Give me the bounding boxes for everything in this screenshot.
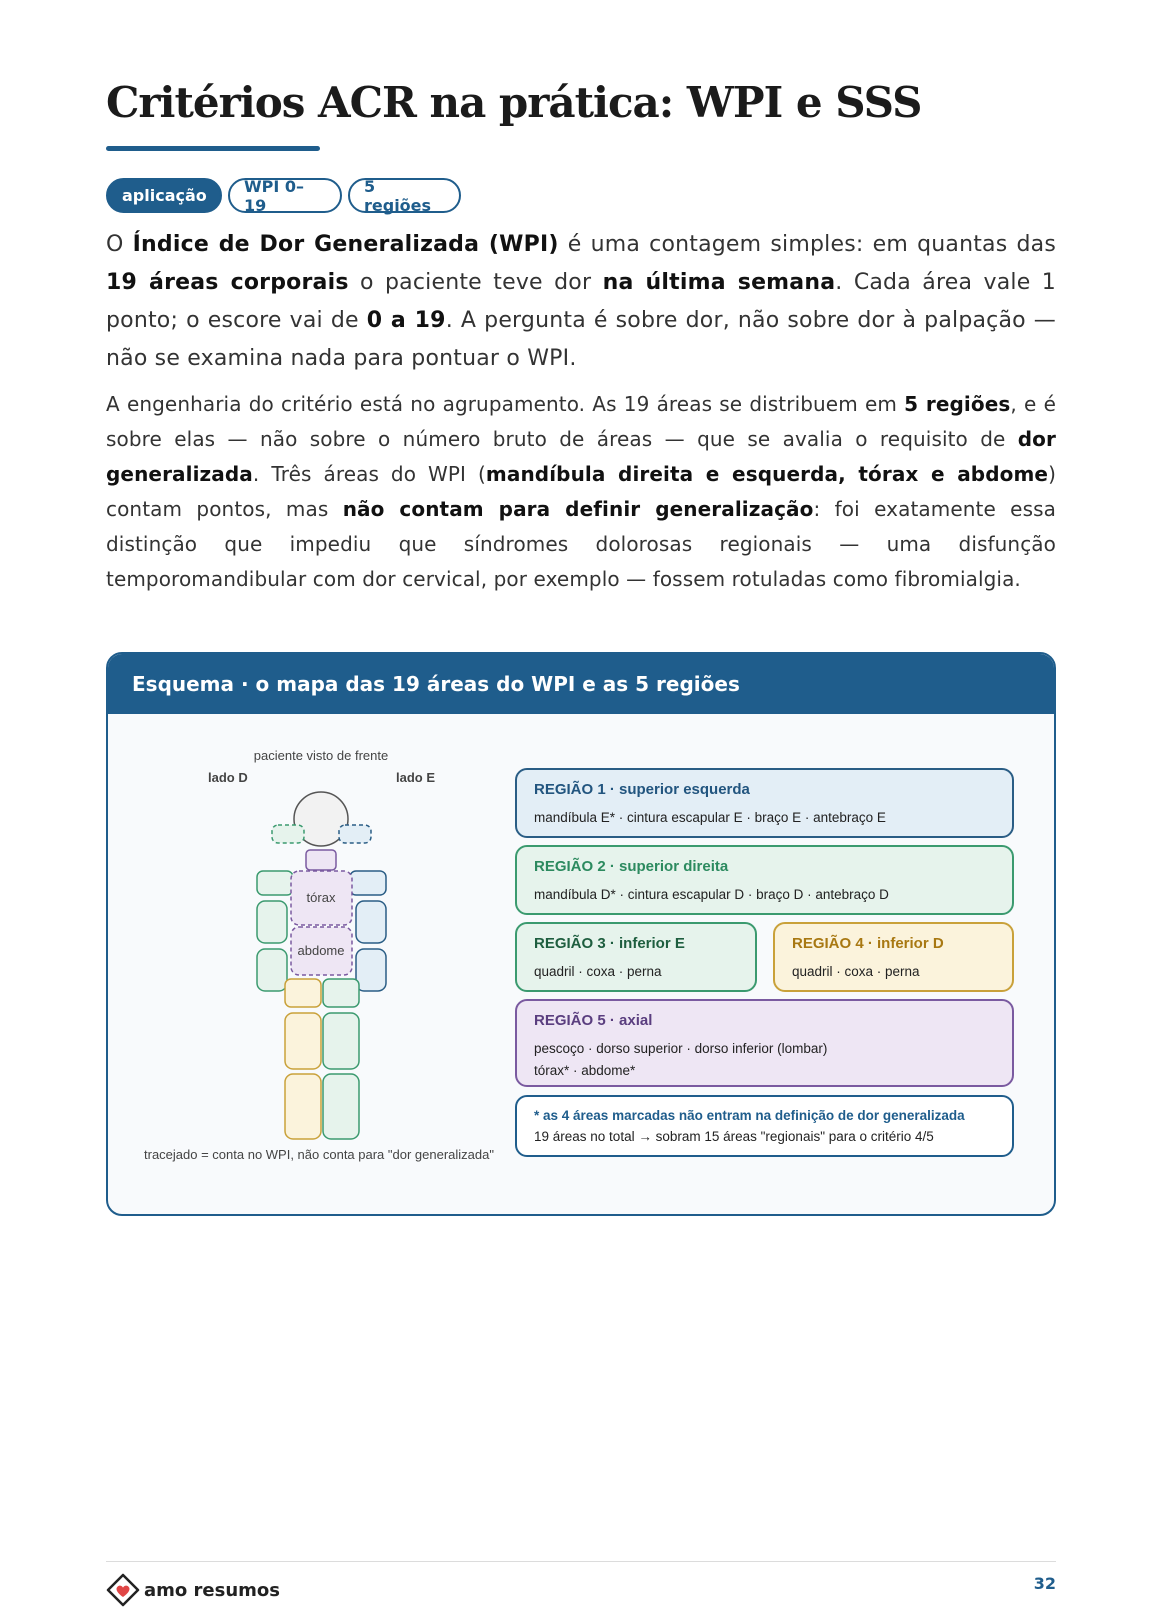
region-3-title: REGIÃO 3 · inferior E [534, 935, 685, 952]
leg-right-area [285, 1074, 321, 1139]
region-5-areas: pescoço · dorso superior · dorso inferior (lombar) [534, 1041, 828, 1056]
region-1-box [515, 768, 1014, 838]
figure-caption: tracejado = conta no WPI, não conta para "dor generalizada" [144, 1147, 494, 1162]
title-underline [106, 146, 320, 151]
brand-logo-icon [106, 1573, 140, 1607]
leg-left-area [323, 1074, 359, 1139]
tag-list [106, 178, 461, 213]
neck-area [306, 850, 336, 870]
hip-left-area [323, 979, 359, 1007]
brand-name: amo resumos [144, 1579, 280, 1601]
chest-label: tórax [306, 890, 336, 905]
region-5-areas-marked: tórax* · abdome* [534, 1063, 636, 1078]
thigh-right-area [285, 1013, 321, 1069]
page-title: Critérios ACR na prática: WPI e SSS [106, 78, 922, 127]
shoulder-right-area [257, 871, 293, 895]
region-3-box [515, 922, 757, 992]
region-4-box [773, 922, 1014, 992]
tag-application: aplicação [106, 178, 222, 213]
arm-right-area [257, 901, 287, 943]
hip-right-area [285, 979, 321, 1007]
forearm-left-area [356, 949, 386, 991]
right-side-label: lado D [208, 770, 248, 785]
region-2-title: REGIÃO 2 · superior direita [534, 858, 729, 875]
note-text: 19 áreas no total → sobram 15 áreas "regionais" para o critério 4/5 [534, 1129, 934, 1144]
tag-wpi-range: WPI 0–19 [228, 178, 342, 213]
criterion-paragraph: A engenharia do critério está no agrupamento. As 19 áreas se distribuem em 5 regiões, e é sobre elas — não sobre o número bruto de áreas — que se avalia o requisito de dor generalizada. Três áreas do WPI (mandíbula direita e esquerda, tórax e abdome) contam pontos, mas não contam para definir generalização: foi exatamente essa distinção que impediu que síndromes dolorosas regionais — uma disfunção temporomandibular com dor cervical, por exemplo — fossem rotuladas como fibromialgia. [106, 392, 1056, 591]
region-1-areas: mandíbula E* · cintura escapular E · braço E · antebraço E [534, 810, 886, 825]
page-number: 32 [1033, 1574, 1056, 1593]
abdomen-label: abdome [297, 943, 345, 958]
arm-left-area [356, 901, 386, 943]
brand [106, 1573, 280, 1607]
region-1-title: REGIÃO 1 · superior esquerda [534, 781, 750, 798]
region-3-areas: quadril · coxa · perna [534, 964, 662, 979]
view-label: paciente visto de frente [253, 748, 389, 763]
region-5-box [515, 999, 1014, 1087]
jaw-right-area [272, 825, 304, 843]
scheme-header: Esquema · o mapa das 19 áreas do WPI e as 5 regiões [108, 654, 1054, 714]
shoulder-left-area [350, 871, 386, 895]
region-4-title: REGIÃO 4 · inferior D [792, 935, 944, 952]
footer-divider [106, 1561, 1056, 1562]
left-side-label: lado E [396, 770, 436, 785]
thigh-left-area [323, 1013, 359, 1069]
region-5-title: REGIÃO 5 · axial [534, 1012, 653, 1029]
forearm-right-area [257, 949, 287, 991]
region-2-areas: mandíbula D* · cintura escapular D · braço D · antebraço D [534, 887, 889, 902]
note-title: * as 4 áreas marcadas não entram na definição de dor generalizada [534, 1108, 965, 1123]
intro-paragraph: O Índice de Dor Generalizada (WPI) é uma contagem simples: em quantas das 19 áreas corporais o paciente teve dor na última semana. Cada área vale 1 ponto; o escore vai de 0 a 19. A pergunta é sobre dor, não sobre dor à palpação — não se examina nada para pontuar o WPI. [106, 232, 1057, 371]
scheme-card [106, 652, 1056, 1216]
jaw-left-area [339, 825, 371, 843]
body-map-figure [108, 714, 508, 1214]
region-2-box [515, 845, 1014, 915]
generalized-pain-note [515, 1095, 1014, 1157]
tag-regions: 5 regiões [348, 178, 461, 213]
region-4-areas: quadril · coxa · perna [792, 964, 920, 979]
